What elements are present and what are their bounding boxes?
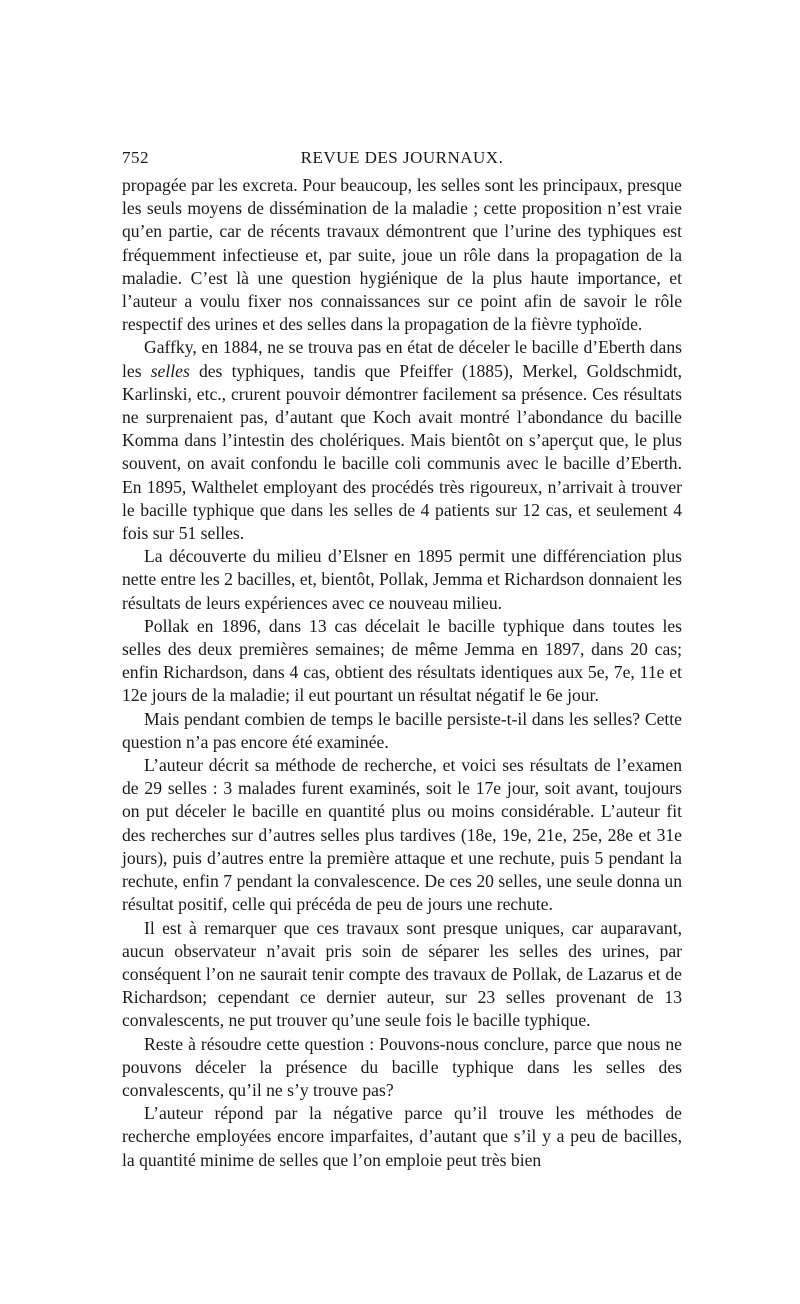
running-head: REVUE DES JOURNAUX. xyxy=(300,148,504,167)
paragraph-9: L’auteur répond par la négative parce qu’il trouve les méthodes de recherche employées encore imparfaites, d’autant que s’il y a peu de bacilles, la quantité minime de selles que l’on emploie peut très bien xyxy=(122,1103,682,1170)
article-body xyxy=(122,174,682,1172)
paragraph-6: L’auteur décrit sa méthode de recherche, et voici ses résultats de l’examen de 29 selles : 3 malades furent examinés, soit le 17e jour, soit avant, toujours on put déceler le bacille en quantité plus ou moins considérable. L’auteur fit des recherches sur d’autres selles plus tardives (18e, 19e, 21e, 25e, 28e et 31e jours), puis d’autres entre la première attaque et une rechute, puis 5 pendant la rechute, enfin 7 pendant la convalescence. De ces 20 selles, une seule donna un résultat positif, celle qui précéda de peu de jours une rechute. xyxy=(122,755,682,915)
paragraph-3: La découverte du milieu d’Elsner en 1895 permit une différenciation plus nette entre les 2 bacilles, et, bientôt, Pollak, Jemma et Richardson donnaient les résultats de leurs expériences avec ce nouveau milieu. xyxy=(122,546,682,613)
paragraph-8: Reste à résoudre cette question : Pouvons-nous conclure, parce que nous ne pouvons déceler la présence du bacille typhique dans les selles des convalescents, qu’il ne s’y trouve pas? xyxy=(122,1033,682,1100)
paragraph-2-rest: des typhiques, tandis que Pfeiffer (1885), Merkel, Goldschmidt, Karlinski, etc., crurent pouvoir démontrer facilement sa présence. Ces résultats ne surprenaient pas, d’autant que Koch avait montré l’abondance du bacille Komma dans l’intestin des cholériques. Mais bientôt on s’aperçut que, le plus souvent, on avait confondu le bacille coli communis avec le bacille d’Eberth. En 1895, Walthelet employant des procédés très rigoureux, n’arrivait à trouver le bacille typhique que dans les selles de 4 patients sur 12 cas, et seulement 4 fois sur 51 selles. xyxy=(122,360,682,544)
paragraph-2-start: Gaffky, en 1884, ne se trouva pas en état de déceler le bacille d’Eberth dans les xyxy=(122,337,682,381)
paragraph-7: Il est à remarquer que ces travaux sont presque uniques, car auparavant, aucun observateur n’avait pris soin de séparer les selles des urines, par conséquent l’on ne saurait tenir compte des travaux de Pollak, de Lazarus et de Richardson; cependant ce dernier auteur, sur 23 selles provenant de 13 convalescents, ne put trouver qu’une seule fois le bacille typhique. xyxy=(122,917,682,1031)
paragraph-2 xyxy=(122,336,682,545)
paragraph-1: propagée par les excreta. Pour beaucoup, les selles sont les principaux, presque les seuls moyens de dissémination de la maladie ; cette proposition n’est vraie qu’en partie, car de récents travaux démontrent que l’urine des typhiques est fréquemment infectieuse et, par suite, joue un rôle dans la propagation de la maladie. C’est là une question hygiénique de la plus haute importance, et l’auteur a voulu fixer nos connaissances sur ce point afin de savoir le rôle respectif des urines et des selles dans la propagation de la fièvre typhoïde. xyxy=(122,175,682,335)
page-header xyxy=(122,148,682,172)
paragraph-4: Pollak en 1896, dans 13 cas décelait le bacille typhique dans toutes les selles des deux premières semaines; de même Jemma en 1897, dans 20 cas; enfin Richardson, dans 4 cas, obtient des résultats identiques aux 5e, 7e, 11e et 12e jours de la maladie; il eut pourtant un résultat négatif le 6e jour. xyxy=(122,615,682,706)
italic-selles: selles xyxy=(150,360,190,381)
page-number: 752 xyxy=(122,148,149,167)
paragraph-5: Mais pendant combien de temps le bacille persiste-t-il dans les selles? Cette question n’a pas encore été examinée. xyxy=(122,708,682,752)
